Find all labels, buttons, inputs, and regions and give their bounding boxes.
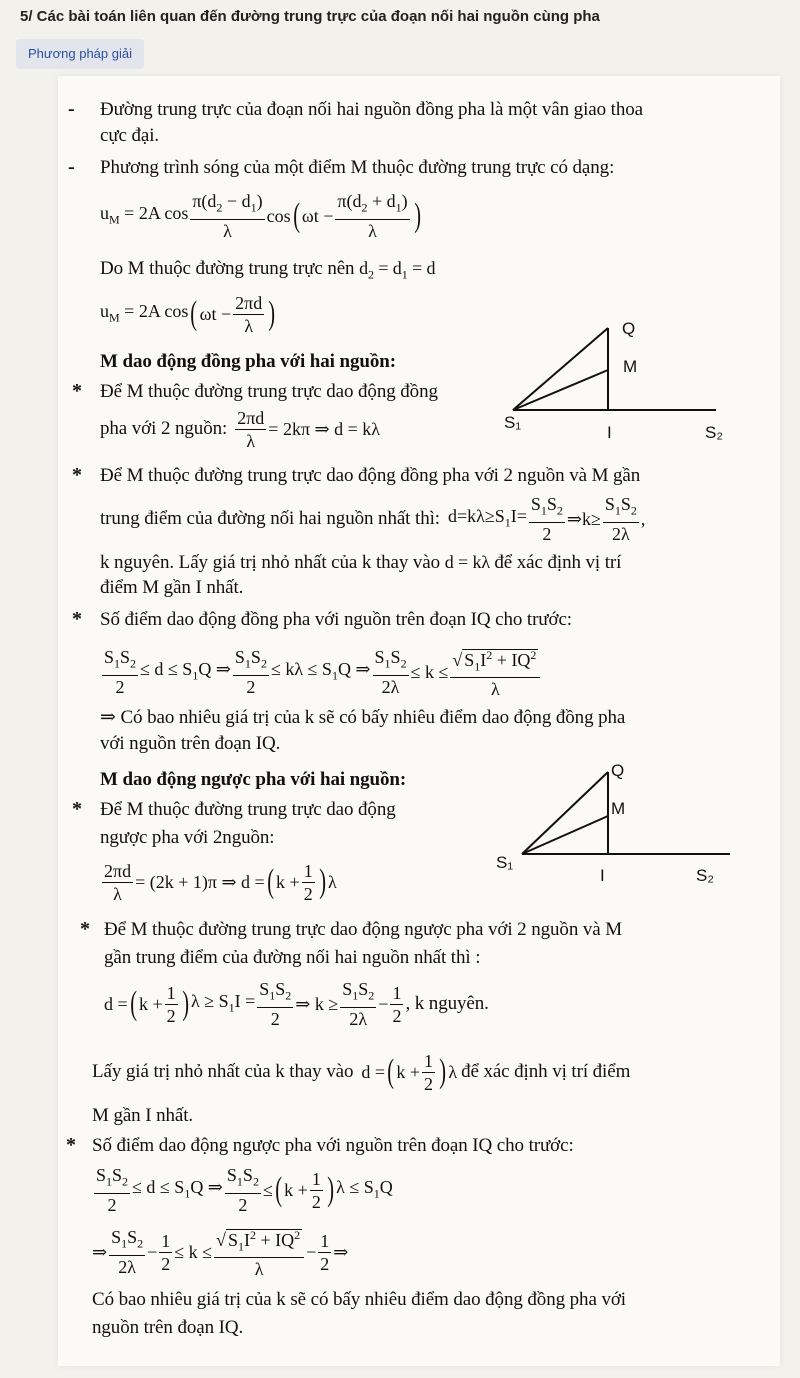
- text-line: k nguyên. Lấy giá trị nhỏ nhất của k thay vào d = kλ để xác định vị trí: [100, 552, 622, 573]
- label-M: M: [623, 357, 638, 376]
- text-fragment: , k nguyên.: [405, 993, 489, 1014]
- text-line: gần trung điểm của đường nối hai nguồn nhất thì :: [104, 947, 481, 968]
- text-line: điểm M gần I nhất.: [100, 577, 244, 598]
- equation-nearest-opposite: d = ( k + $\frac{1}{2}$ ) $\lambda \ge S_1I$ = $\frac{S_1S_2}{2}$ ⇒ k ≥ $\frac{S_1S_2}{2\lambda}$ − $\frac{1}{2}$ , k nguyên.: [104, 979, 489, 1029]
- text-line: ngược pha với 2nguồn:: [100, 827, 275, 848]
- star-bullet: *: [66, 1134, 76, 1156]
- equation-nearest-same: trung điểm của đường nối hai nguồn nhất thì: $d=k\lambda\ge S_1I=$ $\frac{S_1S_2}{2}$ ⇒k≥ $\frac{S_1S_2}{2\lambda}$ ,: [100, 494, 646, 544]
- text-line: Để M thuộc đường trung trực dao động: [100, 799, 396, 820]
- label-S1: S₁: [504, 413, 522, 432]
- text-line: Do M thuộc đường trung trực nên $d_2 = d_1 = d$: [100, 258, 436, 282]
- equation-same-phase: pha với 2 nguồn: $\frac{2\pi d}{\lambda}$ = 2kπ ⇒ d = kλ: [100, 407, 380, 451]
- label-I: I: [600, 866, 605, 885]
- label-Q: Q: [611, 761, 625, 780]
- text-line: Có bao nhiêu giá trị của k sẽ có bấy nhiêu điểm dao động đồng pha với: [92, 1289, 626, 1310]
- section-heading-opposite-phase: M dao động ngược pha với hai nguồn:: [100, 769, 407, 790]
- equation-count-same: $\frac{S_1S_2}{2}$ ≤ $d \le S_1Q$ ⇒ $\frac{S_1S_2}{2}$ ≤ $k\lambda \le S_1Q$ ⇒ $\frac{S_1S_2}{2\lambda}$ ≤ k ≤ $\frac{√ S_1I^2 + IQ^2}{\lambda}$: [100, 646, 542, 698]
- equation-count-opposite-2: ⇒ $S_1S_2$ 2λ − $\frac{1}{2}$ ≤ k ≤ $\frac{√ S_1I^2 + IQ^2}{\lambda}$ − $\frac{1}{2}$ ⇒: [92, 1224, 348, 1280]
- text-line: Phương trình sóng của một điểm M thuộc đường trung trực có dạng:: [100, 157, 615, 178]
- star-bullet: *: [72, 608, 82, 630]
- text-fragment: k nguyên. Lấy giá trị nhỏ nhất của k thay vào: [100, 552, 441, 573]
- diagram-opposite-phase: [490, 756, 752, 886]
- equation-count-opposite-1: $\frac{S_1S_2}{2}$ ≤ $d \le S_1Q$ ⇒ $\frac{S_1S_2}{2}$ ≤ ( k + $\frac{1}{2}$ ) $\lambda \le S_1Q$: [96, 1165, 393, 1215]
- text-fragment: để xác định vị trí điểm: [461, 1061, 631, 1082]
- text-fragment: để xác định vị trí: [494, 552, 622, 573]
- star-bullet: *: [80, 918, 90, 940]
- label-M: M: [611, 799, 626, 818]
- equation-opposite-phase: $\frac{2\pi d}{\lambda}$ = (2k + 1)π ⇒ d = ( k + $\frac{1}{2}$ ) λ: [104, 860, 337, 904]
- text-line: Đường trung trực của đoạn nối hai nguồn đồng pha là một vân giao thoa: [100, 99, 643, 120]
- equation-wave: $u_M = 2A$ cos $\pi(d_2 - d_1)$ λ cos ( ωt − $\frac{\pi(d_2 + d_1)}{\lambda}$ ): [100, 191, 421, 241]
- text-fragment: pha với 2 nguồn:: [100, 418, 228, 439]
- text-line: Để M thuộc đường trung trực dao động đồng pha với 2 nguồn và M gần: [100, 465, 641, 486]
- dash-bullet: -: [68, 156, 75, 178]
- diagram-same-phase: [498, 316, 760, 441]
- dash-bullet: -: [68, 98, 75, 120]
- star-bullet: *: [72, 380, 82, 402]
- text-line: Số điểm dao động đồng pha với nguồn trên đoạn IQ cho trước:: [100, 609, 572, 630]
- text-fragment: trung điểm của đường nối hai nguồn nhất thì:: [100, 508, 440, 529]
- star-bullet: *: [72, 464, 82, 486]
- text-line: Số điểm dao động ngược pha với nguồn trên đoạn IQ cho trước:: [92, 1135, 574, 1156]
- content-card: [58, 76, 780, 1366]
- equation-line-substitute: Lấy giá trị nhỏ nhất của k thay vào d = ( k + $\frac{1}{2}$ ) λ để xác định vị trí điểm: [92, 1050, 631, 1094]
- method-tab-button[interactable]: Phương pháp giải: [16, 39, 144, 69]
- label-S2: S₂: [696, 866, 714, 885]
- text-line: với nguồn trên đoạn IQ.: [100, 733, 281, 754]
- label-S1: S₁: [496, 853, 514, 872]
- equation-wave-simplified: $u_M = 2A$ cos ( ωt − $\frac{2\pi d}{\lambda}$ ): [100, 292, 276, 336]
- text-fragment: Do M thuộc đường trung trực nên: [100, 258, 355, 279]
- text-fragment: Lấy giá trị nhỏ nhất của k thay vào: [92, 1061, 354, 1082]
- label-S2: S₂: [705, 423, 723, 441]
- label-Q: Q: [622, 319, 636, 338]
- text-line: Để M thuộc đường trung trực dao động ngược pha với 2 nguồn và M: [104, 919, 623, 940]
- text-line: ⇒ Có bao nhiêu giá trị của k sẽ có bấy nhiêu điểm dao động đồng pha: [100, 707, 626, 728]
- star-bullet: *: [72, 798, 82, 820]
- text-line: Để M thuộc đường trung trực dao động đồng: [100, 381, 438, 402]
- text-line: M gần I nhất.: [92, 1105, 194, 1126]
- label-I: I: [607, 423, 612, 441]
- page-heading: 5/ Các bài toán liên quan đến đường trung trực của đoạn nối hai nguồn cùng pha: [0, 0, 800, 34]
- section-heading-same-phase: M dao động đồng pha với hai nguồn:: [100, 351, 396, 372]
- text-line: cực đại.: [100, 125, 160, 146]
- text-line: nguồn trên đoạn IQ.: [92, 1317, 244, 1338]
